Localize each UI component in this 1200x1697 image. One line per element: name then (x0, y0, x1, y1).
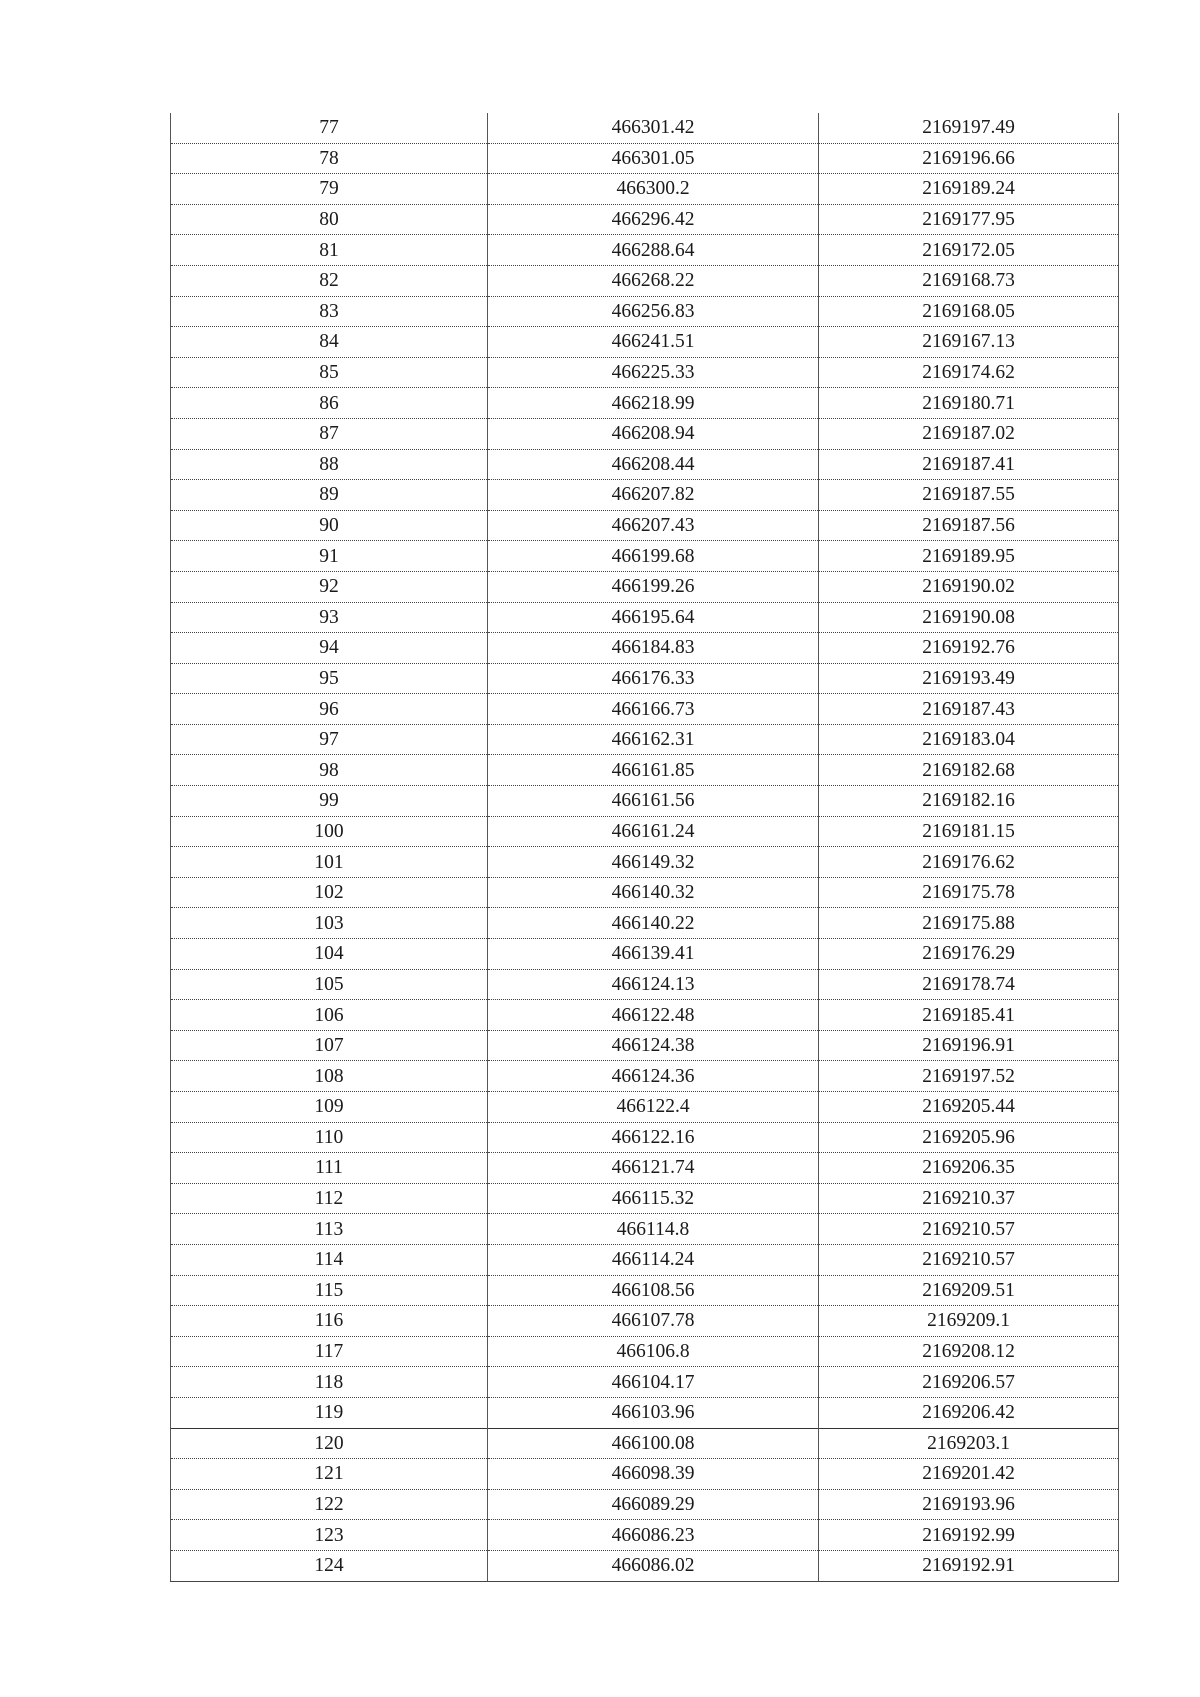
y-coordinate-cell: 2169174.62 (819, 357, 1119, 388)
table-row (171, 388, 1119, 419)
point-number-cell: 110 (171, 1122, 488, 1153)
x-coordinate-cell: 466161.56 (488, 786, 819, 817)
x-coordinate-cell: 466296.42 (488, 204, 819, 235)
y-coordinate-cell: 2169187.55 (819, 480, 1119, 511)
y-coordinate-cell: 2169190.08 (819, 602, 1119, 633)
table-row (171, 449, 1119, 480)
y-coordinate-cell: 2169187.02 (819, 418, 1119, 449)
point-number-cell: 103 (171, 908, 488, 939)
x-coordinate-cell: 466208.94 (488, 418, 819, 449)
table-row (171, 327, 1119, 358)
y-coordinate-cell: 2169206.42 (819, 1397, 1119, 1428)
point-number-cell: 122 (171, 1489, 488, 1520)
point-number-cell: 102 (171, 877, 488, 908)
y-coordinate-cell: 2169167.13 (819, 327, 1119, 358)
y-coordinate-cell: 2169185.41 (819, 1000, 1119, 1031)
x-coordinate-cell: 466114.8 (488, 1214, 819, 1245)
y-coordinate-cell: 2169180.71 (819, 388, 1119, 419)
point-number-cell: 99 (171, 786, 488, 817)
x-coordinate-cell: 466098.39 (488, 1459, 819, 1490)
table-row (171, 1122, 1119, 1153)
point-number-cell: 91 (171, 541, 488, 572)
x-coordinate-cell: 466207.43 (488, 510, 819, 541)
y-coordinate-cell: 2169192.76 (819, 633, 1119, 664)
y-coordinate-cell: 2169192.99 (819, 1520, 1119, 1551)
y-coordinate-cell: 2169210.57 (819, 1244, 1119, 1275)
table-row (171, 602, 1119, 633)
coordinate-table-body (171, 113, 1119, 1581)
y-coordinate-cell: 2169201.42 (819, 1459, 1119, 1490)
x-coordinate-cell: 466115.32 (488, 1183, 819, 1214)
y-coordinate-cell: 2169197.52 (819, 1061, 1119, 1092)
table-row (171, 1092, 1119, 1123)
table-row (171, 1153, 1119, 1184)
x-coordinate-cell: 466166.73 (488, 694, 819, 725)
point-number-cell: 82 (171, 265, 488, 296)
x-coordinate-cell: 466176.33 (488, 663, 819, 694)
y-coordinate-cell: 2169189.24 (819, 174, 1119, 205)
x-coordinate-cell: 466103.96 (488, 1397, 819, 1428)
table-row (171, 113, 1119, 143)
x-coordinate-cell: 466124.38 (488, 1030, 819, 1061)
table-row (171, 296, 1119, 327)
x-coordinate-cell: 466100.08 (488, 1428, 819, 1459)
y-coordinate-cell: 2169175.78 (819, 877, 1119, 908)
y-coordinate-cell: 2169187.43 (819, 694, 1119, 725)
point-number-cell: 117 (171, 1336, 488, 1367)
point-number-cell: 87 (171, 418, 488, 449)
x-coordinate-cell: 466122.16 (488, 1122, 819, 1153)
table-row (171, 1489, 1119, 1520)
point-number-cell: 89 (171, 480, 488, 511)
y-coordinate-cell: 2169183.04 (819, 724, 1119, 755)
table-row (171, 1550, 1119, 1581)
table-row (171, 1061, 1119, 1092)
x-coordinate-cell: 466184.83 (488, 633, 819, 664)
x-coordinate-cell: 466114.24 (488, 1244, 819, 1275)
x-coordinate-cell: 466107.78 (488, 1306, 819, 1337)
x-coordinate-cell: 466268.22 (488, 265, 819, 296)
table-row (171, 1520, 1119, 1551)
table-row (171, 418, 1119, 449)
y-coordinate-cell: 2169168.05 (819, 296, 1119, 327)
x-coordinate-cell: 466301.42 (488, 113, 819, 143)
point-number-cell: 101 (171, 847, 488, 878)
point-number-cell: 80 (171, 204, 488, 235)
table-row (171, 571, 1119, 602)
point-number-cell: 85 (171, 357, 488, 388)
point-number-cell: 96 (171, 694, 488, 725)
table-row (171, 969, 1119, 1000)
y-coordinate-cell: 2169209.51 (819, 1275, 1119, 1306)
x-coordinate-cell: 466207.82 (488, 480, 819, 511)
x-coordinate-cell: 466121.74 (488, 1153, 819, 1184)
point-number-cell: 83 (171, 296, 488, 327)
y-coordinate-cell: 2169196.91 (819, 1030, 1119, 1061)
point-number-cell: 107 (171, 1030, 488, 1061)
y-coordinate-cell: 2169209.1 (819, 1306, 1119, 1337)
x-coordinate-cell: 466288.64 (488, 235, 819, 266)
point-number-cell: 116 (171, 1306, 488, 1337)
point-number-cell: 94 (171, 633, 488, 664)
table-row (171, 1336, 1119, 1367)
x-coordinate-cell: 466124.36 (488, 1061, 819, 1092)
y-coordinate-cell: 2169192.91 (819, 1550, 1119, 1581)
table-row (171, 1306, 1119, 1337)
point-number-cell: 106 (171, 1000, 488, 1031)
point-number-cell: 93 (171, 602, 488, 633)
table-row (171, 204, 1119, 235)
table-row (171, 510, 1119, 541)
x-coordinate-cell: 466256.83 (488, 296, 819, 327)
point-number-cell: 108 (171, 1061, 488, 1092)
point-number-cell: 123 (171, 1520, 488, 1551)
point-number-cell: 120 (171, 1428, 488, 1459)
point-number-cell: 109 (171, 1092, 488, 1123)
x-coordinate-cell: 466199.26 (488, 571, 819, 602)
table-row (171, 724, 1119, 755)
y-coordinate-cell: 2169208.12 (819, 1336, 1119, 1367)
table-row (171, 235, 1119, 266)
table-row (171, 633, 1119, 664)
y-coordinate-cell: 2169182.68 (819, 755, 1119, 786)
table-row (171, 1397, 1119, 1428)
y-coordinate-cell: 2169181.15 (819, 816, 1119, 847)
x-coordinate-cell: 466162.31 (488, 724, 819, 755)
point-number-cell: 112 (171, 1183, 488, 1214)
point-number-cell: 88 (171, 449, 488, 480)
point-number-cell: 100 (171, 816, 488, 847)
point-number-cell: 115 (171, 1275, 488, 1306)
point-number-cell: 81 (171, 235, 488, 266)
point-number-cell: 124 (171, 1550, 488, 1581)
x-coordinate-cell: 466104.17 (488, 1367, 819, 1398)
table-row (171, 1183, 1119, 1214)
y-coordinate-cell: 2169196.66 (819, 143, 1119, 174)
x-coordinate-cell: 466124.13 (488, 969, 819, 1000)
y-coordinate-cell: 2169206.35 (819, 1153, 1119, 1184)
coordinate-table (170, 113, 1119, 1582)
x-coordinate-cell: 466241.51 (488, 327, 819, 358)
x-coordinate-cell: 466140.32 (488, 877, 819, 908)
table-row (171, 1428, 1119, 1459)
y-coordinate-cell: 2169187.56 (819, 510, 1119, 541)
x-coordinate-cell: 466106.8 (488, 1336, 819, 1367)
y-coordinate-cell: 2169210.57 (819, 1214, 1119, 1245)
x-coordinate-cell: 466140.22 (488, 908, 819, 939)
x-coordinate-cell: 466089.29 (488, 1489, 819, 1520)
x-coordinate-cell: 466122.48 (488, 1000, 819, 1031)
point-number-cell: 78 (171, 143, 488, 174)
point-number-cell: 114 (171, 1244, 488, 1275)
table-row (171, 1275, 1119, 1306)
point-number-cell: 92 (171, 571, 488, 602)
table-row (171, 265, 1119, 296)
table-row (171, 816, 1119, 847)
x-coordinate-cell: 466086.23 (488, 1520, 819, 1551)
x-coordinate-cell: 466122.4 (488, 1092, 819, 1123)
x-coordinate-cell: 466225.33 (488, 357, 819, 388)
table-row (171, 541, 1119, 572)
y-coordinate-cell: 2169176.62 (819, 847, 1119, 878)
table-row (171, 1030, 1119, 1061)
point-number-cell: 121 (171, 1459, 488, 1490)
table-row (171, 1459, 1119, 1490)
y-coordinate-cell: 2169176.29 (819, 939, 1119, 970)
table-row (171, 694, 1119, 725)
table-row (171, 786, 1119, 817)
point-number-cell: 119 (171, 1397, 488, 1428)
y-coordinate-cell: 2169205.96 (819, 1122, 1119, 1153)
table-row (171, 908, 1119, 939)
table-row (171, 1244, 1119, 1275)
point-number-cell: 86 (171, 388, 488, 419)
table-row (171, 480, 1119, 511)
x-coordinate-cell: 466301.05 (488, 143, 819, 174)
table-row (171, 847, 1119, 878)
x-coordinate-cell: 466108.56 (488, 1275, 819, 1306)
table-row (171, 877, 1119, 908)
table-row (171, 1000, 1119, 1031)
y-coordinate-cell: 2169178.74 (819, 969, 1119, 1000)
y-coordinate-cell: 2169182.16 (819, 786, 1119, 817)
point-number-cell: 98 (171, 755, 488, 786)
table-row (171, 939, 1119, 970)
x-coordinate-cell: 466195.64 (488, 602, 819, 633)
y-coordinate-cell: 2169203.1 (819, 1428, 1119, 1459)
x-coordinate-cell: 466161.24 (488, 816, 819, 847)
point-number-cell: 97 (171, 724, 488, 755)
y-coordinate-cell: 2169187.41 (819, 449, 1119, 480)
y-coordinate-cell: 2169177.95 (819, 204, 1119, 235)
point-number-cell: 111 (171, 1153, 488, 1184)
table-row (171, 357, 1119, 388)
x-coordinate-cell: 466208.44 (488, 449, 819, 480)
point-number-cell: 104 (171, 939, 488, 970)
table-row (171, 1367, 1119, 1398)
table-row (171, 1214, 1119, 1245)
y-coordinate-cell: 2169168.73 (819, 265, 1119, 296)
y-coordinate-cell: 2169206.57 (819, 1367, 1119, 1398)
point-number-cell: 95 (171, 663, 488, 694)
x-coordinate-cell: 466199.68 (488, 541, 819, 572)
y-coordinate-cell: 2169210.37 (819, 1183, 1119, 1214)
x-coordinate-cell: 466161.85 (488, 755, 819, 786)
point-number-cell: 113 (171, 1214, 488, 1245)
x-coordinate-cell: 466149.32 (488, 847, 819, 878)
y-coordinate-cell: 2169197.49 (819, 113, 1119, 143)
table-row (171, 174, 1119, 205)
point-number-cell: 118 (171, 1367, 488, 1398)
y-coordinate-cell: 2169172.05 (819, 235, 1119, 266)
y-coordinate-cell: 2169193.49 (819, 663, 1119, 694)
y-coordinate-cell: 2169190.02 (819, 571, 1119, 602)
x-coordinate-cell: 466218.99 (488, 388, 819, 419)
y-coordinate-cell: 2169175.88 (819, 908, 1119, 939)
table-row (171, 143, 1119, 174)
y-coordinate-cell: 2169189.95 (819, 541, 1119, 572)
table-row (171, 755, 1119, 786)
x-coordinate-cell: 466300.2 (488, 174, 819, 205)
x-coordinate-cell: 466139.41 (488, 939, 819, 970)
y-coordinate-cell: 2169205.44 (819, 1092, 1119, 1123)
point-number-cell: 105 (171, 969, 488, 1000)
y-coordinate-cell: 2169193.96 (819, 1489, 1119, 1520)
table-row (171, 663, 1119, 694)
point-number-cell: 79 (171, 174, 488, 205)
x-coordinate-cell: 466086.02 (488, 1550, 819, 1581)
point-number-cell: 90 (171, 510, 488, 541)
point-number-cell: 84 (171, 327, 488, 358)
point-number-cell: 77 (171, 113, 488, 143)
